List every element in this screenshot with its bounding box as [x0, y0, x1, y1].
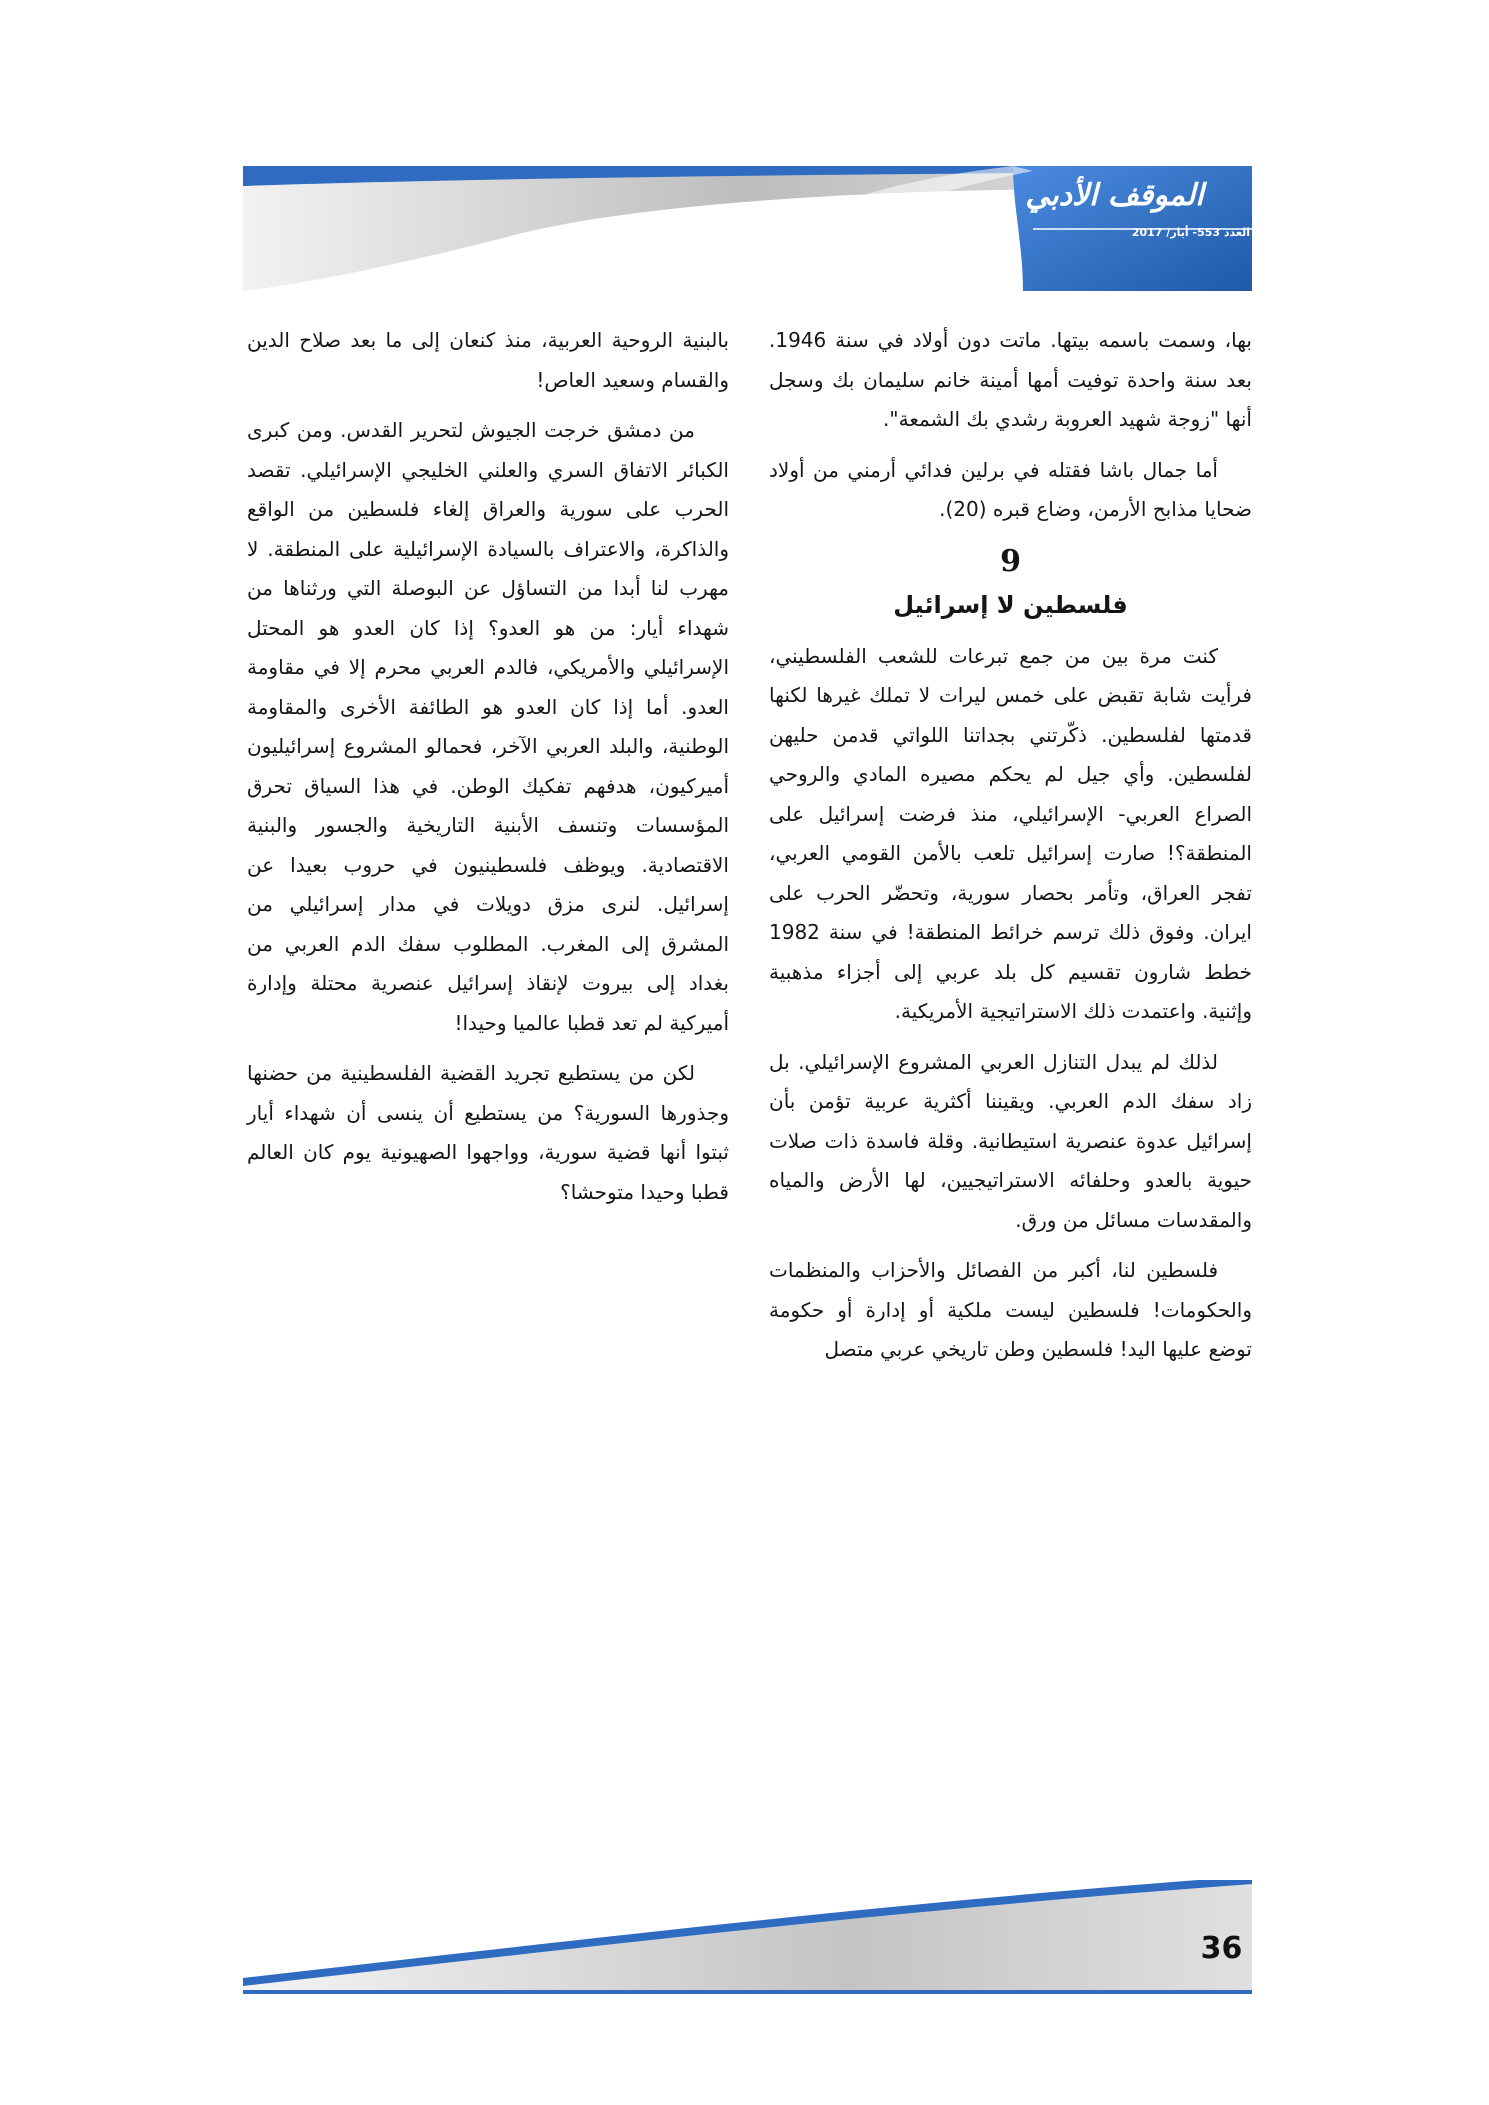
left-paragraph-3: لكن من يستطيع تجريد القضية الفلسطينية من حضنها وجذورها السورية؟ من يستطيع أن ينسى أن شهداء أيار ثبتوا أنها قضية سورية، وواجهوا الصهيونية يوم كان العالم قطبا وحيدا متوحشا؟	[247, 1061, 729, 1204]
right-paragraph-4: لذلك لم يبدل التنازل العربي المشروع الإسرائيلي. بل زاد سفك الدم العربي. ويقيننا أكثرية عربية تؤمن بأن إسرائيل عدوة عنصرية استيطانية. وقلة فاسدة ذات صلات حيوية بالعدو وحلفائه الاستراتيجيين، لها الأرض والمياه والمقدسات مسائل من ورق.	[769, 1049, 1252, 1232]
left-column	[247, 321, 729, 1223]
right-paragraph-5: فلسطين لنا، أكبر من الفصائل والأحزاب والمنظمات والحكومات! فلسطين ليست ملكية أو إدارة أو حكومة توضع عليها اليد! فلسطين وطن تاريخي عربي متصل	[769, 1258, 1252, 1361]
footer-swoosh-graphic	[243, 1880, 1252, 2002]
magazine-logo: الموقف الأدبي	[1025, 178, 1204, 213]
section-title: فلسطين لا إسرائيل	[893, 590, 1128, 619]
section-number: 9	[1000, 543, 1021, 579]
page-number: 36	[1200, 1931, 1243, 1966]
right-paragraph-1: بها، وسمت باسمه بيتها. ماتت دون أولاد في سنة 1946. بعد سنة واحدة توفيت أمها أمينة خانم سليمان بك وسجل أنها "زوجة شهيد العروبة رشدي بك الشمعة".	[769, 328, 1252, 431]
right-column	[769, 321, 1252, 1381]
right-paragraph-2: أما جمال باشا فقتله في برلين فدائي أرمني من أولاد ضحايا مذابح الأرمن، وضاع قبره (20).	[769, 457, 1252, 521]
left-paragraph-2: من دمشق خرجت الجيوش لتحرير القدس. ومن كبرى الكبائر الاتفاق السري والعلني الخليجي الإسرائيلي. تقصد الحرب على سورية والعراق إلغاء فلسطين من الواقع والذاكرة، والاعتراف بالسيادة الإسرائيلية على المنطقة. لا مهرب لنا أبدا من التساؤل عن البوصلة التي ورثناها من شهداء أيار: من هو العدو؟ إذا كان العدو هو المحتل الإسرائيلي والأمريكي، فالدم العربي محرم إلا في مقاومة العدو. أما إذا كان العدو هو الطائفة الأخرى والمقاومة الوطنية، والبلد العربي الآخر، فحمالو المشروع إسرائيليون أميركيون، هدفهم تفكيك الوطن. في هذا السياق تحرق المؤسسات وتنسف الأبنية التاريخية والجسور والبنية الاقتصادية. ويوظف فلسطينيون في حروب بعيدا عن إسرائيل. لنرى مزق دويلات في مدار إسرائيلي من المشرق إلى المغرب. المطلوب سفك الدم العربي من بغداد إلى بيروت لإنقاذ إسرائيل عنصرية محتلة وإدارة أميركية لم تعد قطبا عالميا وحيدا!	[247, 418, 729, 1035]
left-paragraph-1: بالبنية الروحية العربية، منذ كنعان إلى ما بعد صلاح الدين والقسام وسعيد العاص!	[247, 328, 729, 392]
right-paragraph-3: كنت مرة بين من جمع تبرعات للشعب الفلسطيني، فرأيت شابة تقبض على خمس ليرات لا تملك غيرها لكنها قدمتها لفلسطين. ذكّرتني بجداتنا اللواتي قدمن حليهن لفلسطين. وأي جيل لم يحكم مصيره المادي والروحي الصراع العربي- الإسرائيلي، منذ فرضت إسرائيل على المنطقة؟! صارت إسرائيل تلعب بالأمن القومي العربي، تفجر العراق، وتأمر بحصار سورية، وتحضّر الحرب على ايران. وفوق ذلك ترسم خرائط المنطقة! في سنة 1982 خطط شارون تقسيم كل بلد عربي إلى أجزاء مذهبية وإثنية. واعتمدت ذلك الاستراتيجية الأمريكية.	[769, 643, 1252, 1023]
page-footer	[243, 1880, 1252, 2002]
issue-info: العدد 553- أيار/ 2017	[1131, 226, 1250, 239]
